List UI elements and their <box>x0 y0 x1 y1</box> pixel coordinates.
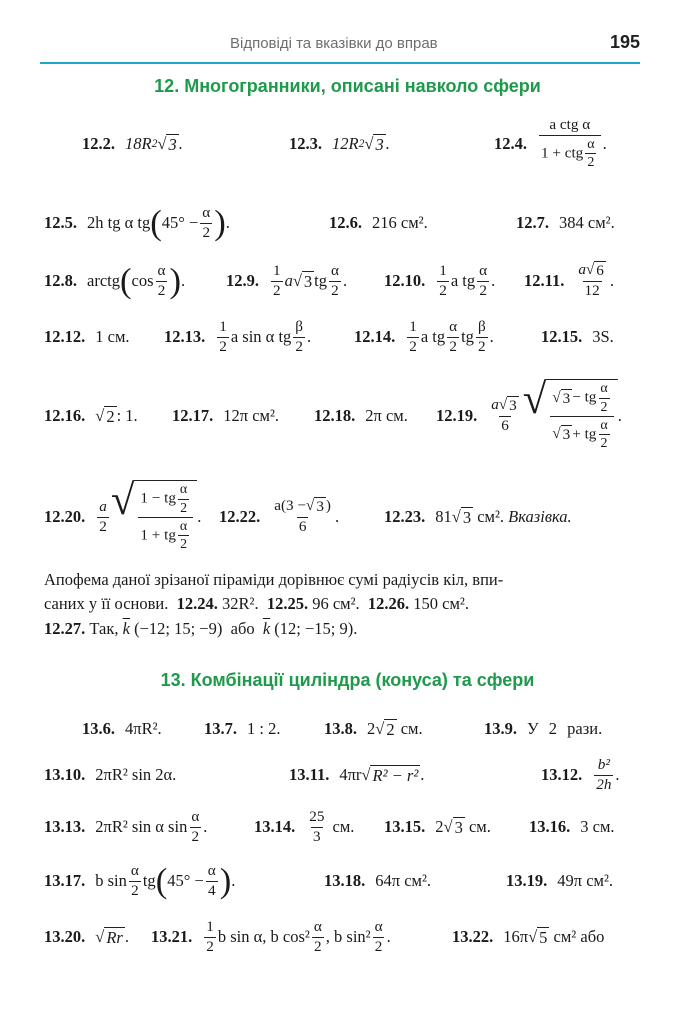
hint-text-line-1: Апофема даної зрізаної піраміди дорівнює сумі радіусів кіл, впи- <box>44 570 504 589</box>
answer-13-21 <box>151 906 391 968</box>
page-header <box>40 28 640 64</box>
answers-row-12-20 <box>44 474 640 560</box>
answer-value: 81 √ 3 см². Вказівка. <box>435 506 572 527</box>
answer-12-6 <box>329 192 428 254</box>
answer-value: √ 2 : 1. <box>95 405 138 426</box>
exercise-number: 12.2. <box>82 134 115 153</box>
header-title: Відповіді та вказівки до вправ <box>230 35 438 52</box>
answer-12-16 <box>44 375 138 457</box>
exercise-number: 12.13. <box>164 327 206 346</box>
answer-12-12 <box>44 306 130 368</box>
exercise-number: 12.19. <box>436 406 478 425</box>
answer-value: $\frac{1}{2}$ a tg $\frac{\alpha}{2}$ tg $\frac{\beta}{2}$ . <box>409 317 494 355</box>
answer-value: 2 √ 3 см. <box>435 816 491 837</box>
answer-13-22 <box>452 906 604 968</box>
answer-12-3 <box>289 113 390 175</box>
answer-12-18 <box>314 375 408 457</box>
sqrt: √ 3 <box>364 133 384 154</box>
exercise-number: 12.7. <box>516 213 549 232</box>
answer-value: 16π √ 5 см² або <box>503 926 605 947</box>
answer-value: 2π см. <box>365 406 408 425</box>
exercise-number: 13.17. <box>44 871 86 890</box>
exercise-number: 12.6. <box>329 213 362 232</box>
answer-value: a √ 6 12 <box>578 261 604 299</box>
exercise-number: 12.17. <box>172 406 214 425</box>
answer-value: 384 см². <box>559 213 615 232</box>
sqrt: √ 3 <box>157 133 177 154</box>
exercise-number: 13.8. <box>324 719 357 738</box>
sqrt: √ 1 − tg $\frac{\alpha}{2}$ 1 + tg $\frac{\alpha}{2}$ <box>111 480 197 554</box>
answer-value: 12R 2 √ 3 . <box>332 133 390 154</box>
answer-13-13 <box>44 796 207 858</box>
answers-row-12-8 <box>44 250 640 312</box>
answer-12-4: 12.4. a ctg α 1 + ctg $\frac{\alpha}{2}$ . <box>494 116 607 171</box>
fraction: $\frac{\text{b²}}{2h}$ <box>596 755 612 793</box>
exercise-number: 13.13. <box>44 817 86 836</box>
exercise-number: 13.10. <box>44 765 86 784</box>
hint-text-line-2: саних у її основи. 12.24. 32R². 12.25. 96 см². 12.26. 150 см². <box>44 594 470 613</box>
exercise-number: 12.23. <box>384 507 426 526</box>
exercise-number: 12.16. <box>44 406 86 425</box>
page-number: 195 <box>609 32 640 52</box>
exercise-number: 12.11. <box>524 271 565 290</box>
answer-value: b sin $\frac{\alpha}{2}$ tg ( 45° − $\frac{\alpha}{4}$ ) . <box>95 861 236 900</box>
answer-12-8 <box>44 250 185 312</box>
hint-label: Вказівка. <box>508 507 572 526</box>
answer-12-14 <box>354 306 494 368</box>
answer-value: 216 см². <box>372 213 428 232</box>
exercise-number: 13.21. <box>151 927 193 946</box>
answer-value: 1 см. <box>95 327 130 346</box>
answer-12-2 <box>82 113 183 175</box>
exercise-number: 13.11. <box>289 765 330 784</box>
answer-12-10 <box>384 250 495 312</box>
answer-12-13 <box>164 306 311 368</box>
answers-row-12-16 <box>44 375 640 457</box>
answer-12-11: 12.11. a √ 6 12 . <box>524 261 614 299</box>
exercise-number: 13.22. <box>452 927 494 946</box>
exercise-number: 12.20. <box>44 507 86 526</box>
exercise-number: 12.22. <box>219 507 261 526</box>
answer-value: $\frac{25}{3}$ см. <box>309 807 355 845</box>
answer-value: 12π см². <box>223 406 280 425</box>
answer-value: У 2 рази. <box>527 719 603 738</box>
exercise-number: 13.20. <box>44 927 86 946</box>
exercise-number: 12.10. <box>384 271 426 290</box>
answers-row-12-2 <box>44 113 640 175</box>
answer-13-18 <box>324 850 431 912</box>
exercise-number: 13.19. <box>506 871 548 890</box>
answer-value: 49π см². <box>557 871 614 890</box>
exercise-number: 13.12. <box>541 765 583 784</box>
fraction: a √ 3 6 <box>491 396 517 434</box>
answer-value: 2πR² sin 2α. <box>95 765 177 784</box>
answers-row-13-13 <box>44 796 640 858</box>
answer-12-9 <box>226 250 347 312</box>
sqrt: √ √ 3 − tg $\frac{\alpha}{2}$ √ 3 + tg $\frac{\alpha}{2}$ <box>523 379 618 453</box>
exercise-number: 12.14. <box>354 327 396 346</box>
exercise-number: 12.3. <box>289 134 322 153</box>
answer-value: 1 : 2. <box>247 719 281 738</box>
answer-13-20 <box>44 906 129 968</box>
answer-value: 64π см². <box>375 871 432 890</box>
answer-value: $\frac{1}{2}$ b sin α, b cos² $\frac{\alpha}{2}$ , b sin² $\frac{\alpha}{2}$ . <box>206 917 391 955</box>
exercise-number: 13.7. <box>204 719 237 738</box>
exercise-number: 12.9. <box>226 271 259 290</box>
answer-12-22: 12.22. a(3 − √ 3 ) 6 . <box>219 497 340 535</box>
answer-value: $\frac{1}{2}$ a tg $\frac{\alpha}{2}$ . <box>439 261 496 299</box>
answer-13-19 <box>506 850 613 912</box>
answer-12-7 <box>516 192 615 254</box>
answer-13-17 <box>44 850 235 912</box>
answers-row-13-20 <box>44 906 640 968</box>
answers-row-12-12 <box>44 306 640 368</box>
answer-12-17 <box>172 375 279 457</box>
answers-row-13-17 <box>44 850 640 912</box>
section-13-title: 13. Комбінації циліндра (конуса) та сфери <box>160 670 535 690</box>
exercise-number: 12.12. <box>44 327 86 346</box>
answer-value: 2 √ 2 см. <box>367 718 423 739</box>
answer-value: $\frac{1}{2}$ a sin α tg $\frac{\beta}{2}$ . <box>219 317 312 355</box>
exercise-number: 13.14. <box>254 817 296 836</box>
exercise-number: 13.18. <box>324 871 366 890</box>
answer-value: 4πr √ R² − r² . <box>339 764 425 785</box>
answer-value: 2πR² sin α sin $\frac{\alpha}{2}$ . <box>95 807 208 845</box>
exercise-number: 12.5. <box>44 213 77 232</box>
answer-12-19: 12.19. a √ 3 6 √ √ 3 − tg $\frac{\alpha}{2}$ √ 3 + tg $\frac{\alpha}{2}$ . <box>436 376 622 452</box>
answer-value: √ Rr . <box>95 926 129 947</box>
answer-12-23 <box>384 474 572 560</box>
exercise-number: 13.16. <box>529 817 571 836</box>
answer-12-27: 12.27. Так, $\overline{k}$ (−12; 15; −9) або $\overline{k}$ (12; −15; 9). <box>44 619 358 638</box>
exercise-number: 13.6. <box>82 719 115 738</box>
answer-12-15 <box>541 306 614 368</box>
fraction: a(3 − √ 3 ) 6 <box>274 497 331 535</box>
answer-value: 18R 2 √ 3 . <box>125 133 183 154</box>
answer-13-12: 13.12. $\frac{\text{b²}}{2h}$ . <box>541 755 620 793</box>
answer-13-15 <box>384 796 491 858</box>
answer-13-14 <box>254 796 354 858</box>
exercise-number: 13.15. <box>384 817 426 836</box>
answer-13-16 <box>529 796 615 858</box>
fraction: a ctg α 1 + ctg $\frac{\alpha}{2}$ <box>539 116 601 172</box>
exercise-number: 12.18. <box>314 406 356 425</box>
answer-12-20: 12.20. $\frac{a}{2}$ √ 1 − tg $\frac{\alpha}{2}$ 1 + tg $\frac{\alpha}{2}$ . <box>44 477 202 553</box>
answers-row-12-5 <box>44 192 640 254</box>
exercise-number: 12.4. <box>494 134 527 153</box>
exercise-number: 12.15. <box>541 327 583 346</box>
section-12-title: 12. Многогранники, описані навколо сфери <box>154 76 541 96</box>
answer-value: 3S. <box>592 327 614 346</box>
answer-value: $\frac{1}{2}$ a √ 3 tg $\frac{\alpha}{2}$ . <box>273 261 348 299</box>
answer-value: arctg ( cos $\frac{\alpha}{2}$ ) . <box>87 261 186 300</box>
exercise-number: 13.9. <box>484 719 517 738</box>
exercise-number: 12.8. <box>44 271 77 290</box>
answer-value: 4πR². <box>125 719 162 738</box>
answer-value: 2h tg α tg ( 45° − $\frac{\alpha}{2}$ ) . <box>87 203 230 242</box>
answer-12-5 <box>44 192 230 254</box>
answer-value: 3 см. <box>580 817 615 836</box>
